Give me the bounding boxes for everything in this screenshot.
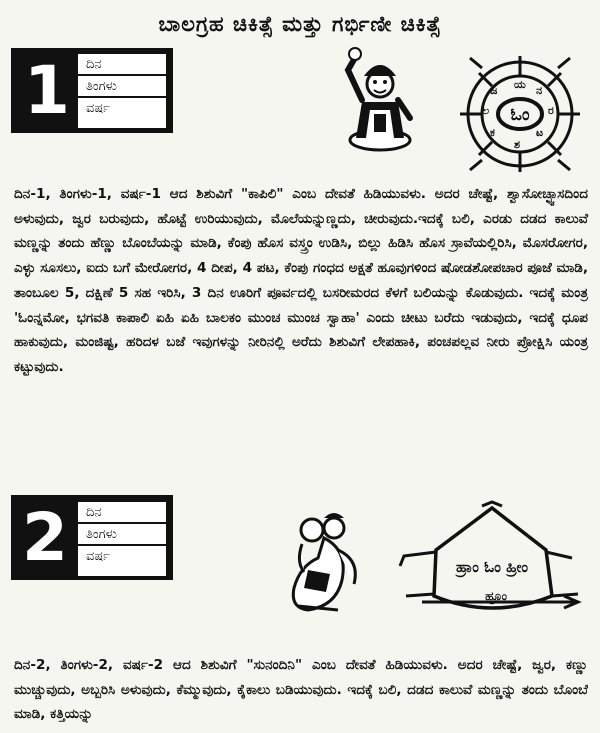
yantra-1-center-text: ಓಂ xyxy=(510,105,530,125)
section-2-paragraph: ದಿನ-2, ತಿಂಗಳು-2, ವರ್ಷ-2 ಆದ ಶಿಶುವಿಗೆ "ಸುನಂದಿನಿ" ಎಂಬ ದೇವತೆ ಹಿಡಿಯುವಳು. ಅದರ ಚೇಷ್ಟೆ, ಜ್ವರ, ಕಣ್ಣು ಮುಚ್ಚುವುದು, ಅಬ್ಬರಿಸಿ ಅಳುವುದು, ಕೆಮ್ಮುವುದು, ಕೈಕಾಲು ಬಡಿಯುವುದು. ಇದಕ್ಕೆ ಬಲಿ, ದಡದ ಕಾಲುವೆ ಮಣ್ಣನ್ನು ತಂದು ಬೊಂಬೆ ಮಾಡಿ, ಕತ್ತಿಯನ್ನು xyxy=(14,657,588,723)
svg-text:ಲ: ಲ xyxy=(482,104,490,117)
section-1-fields xyxy=(76,52,168,130)
deity-illustration-2 xyxy=(278,510,370,618)
section-1-number: 1 xyxy=(24,52,70,129)
section-1-paragraph: ದಿನ-1, ತಿಂಗಳು-1, ವರ್ಷ-1 ಆದ ಶಿಶುವಿಗೆ "ಕಾಪಿಲಿ" ಎಂಬ ದೇವತೆ ಹಿಡಿಯುವಳು. ಅದರ ಚೇಷ್ಟೆ, ಶ್ವಾಸೋಚ್ಛ್ವಾಸದಿಂದ ಅಳುವುದು, ಜ್ವರ ಬರುವುದು, ಹೊಟ್ಟೆ ಉರಿಯುವುದು, ಮೊಲೆಯನ್ನುಣ್ಣದು, ಚೀರುವುದು.ಇದಕ್ಕೆ ಬಲಿ, ಎರಡು ದಡದ ಕಾಲುವೆ ಮಣ್ಣನ್ನು ತಂದು ಹೆಣ್ಣು ಬೊಂಬೆಯನ್ನು ಮಾಡಿ, ಕೆಂಪು ಹೊಸ ವಸ್ತ್ರಂ ಉಡಿಸಿ, ಬಿಲ್ಲು ಹಿಡಿಸಿ ಹೊಸ ಸ್ರಾವೆಯಲ್ಲಿರಿಸಿ, ಮೊಸರೋಗರ, ಎಳ್ಳು ಸೂಸಲು, ಐದು ಬಗೆ ಮೇರೋಗರ, 4 ದೀಪ, 4 ಪಟ, ಕೆಂಪು ಗಂಧದ ಅಕ್ಷತೆ ಹೂವುಗಳಿಂದ ಷೋಡಶೋಪಚಾರ ಪೂಜೆ ಮಾಡಿ, ತಾಂಬೂಲ 5, ದಕ್ಷಿಣೆ 5 ಸಹ ಇರಿಸಿ, 3 ದಿನ ಊರಿಗೆ ಪೂರ್ವದಲ್ಲಿ ಬಸರೀಮರದ ಕೆಳಗೆ ಬಲಿಯನ್ನು ಕೊಡುವುದು. ಇದಕ್ಕೆ ಮಂತ್ರ 'ಓಂನ್ನಮೋ, ಭಗವತಿ ಕಾಪಾಲಿ ಏಹಿ ಏಹಿ ಬಾಲಕಂ ಮುಂಚ ಮುಂಚ ಸ್ವಾಹಾ' ಎಂದು ಚೀಟು ಬರೆದು ಇಡುವುದು, ಇದಕ್ಕೆ ಧೂಪ ಹಾಕುವುದು, ಮಂಜಿಷ್ಟ, ಹರಿದಳ ಬಜೆ ಇವುಗಳನ್ನು ನೀರಿನಲ್ಲಿ ಅರೆದು ಶಿಶುವಿಗೆ ಲೇಪಹಾಕಿ, ಪಂಚಪಲ್ಲವ ನೀರು ಪ್ರೋಕ್ಷಿಸಿ ಯಂತ್ರ ಕಟ್ಟುವುದು. xyxy=(14,186,588,375)
svg-text:ರ: ರ xyxy=(548,104,554,117)
section-1-field-day: ದಿನ xyxy=(78,54,166,76)
svg-text:ಜ: ಜ xyxy=(490,84,498,97)
section-2-fields xyxy=(76,500,168,578)
section-2-field-year: ವರ್ಷ xyxy=(86,549,110,564)
section-1-field-year: ವರ್ಷ xyxy=(86,101,110,116)
section-2-field-day: ದಿನ xyxy=(78,502,166,524)
yantra-2-main-text: ಹ್ರಾಂ ಓಂ ಹ್ರೀಂ xyxy=(455,558,529,576)
svg-text:ಶ: ಶ xyxy=(514,138,521,151)
yantra-2 xyxy=(396,500,588,625)
svg-text:ಕ: ಕ xyxy=(490,126,495,139)
svg-text:ಯ: ಯ xyxy=(514,78,526,91)
svg-text:ನ: ನ xyxy=(536,84,543,97)
yantra-1 xyxy=(452,54,588,174)
svg-text:ಟ: ಟ xyxy=(536,126,544,139)
section-2-number: 2 xyxy=(22,499,68,576)
page-title: ಬಾಲಗ್ರಹ ಚಿಕಿತ್ಸೆ ಮತ್ತು ಗರ್ಭಿಣೀ ಚಿಕಿತ್ಸೆ xyxy=(158,12,442,36)
yantra-2-sub-text: ಹ್ರೂಂ xyxy=(485,589,507,603)
section-1-field-month: ತಿಂಗಳು xyxy=(78,76,166,98)
deity-illustration-1 xyxy=(340,40,420,152)
section-2-field-month: ತಿಂಗಳು xyxy=(78,524,166,546)
